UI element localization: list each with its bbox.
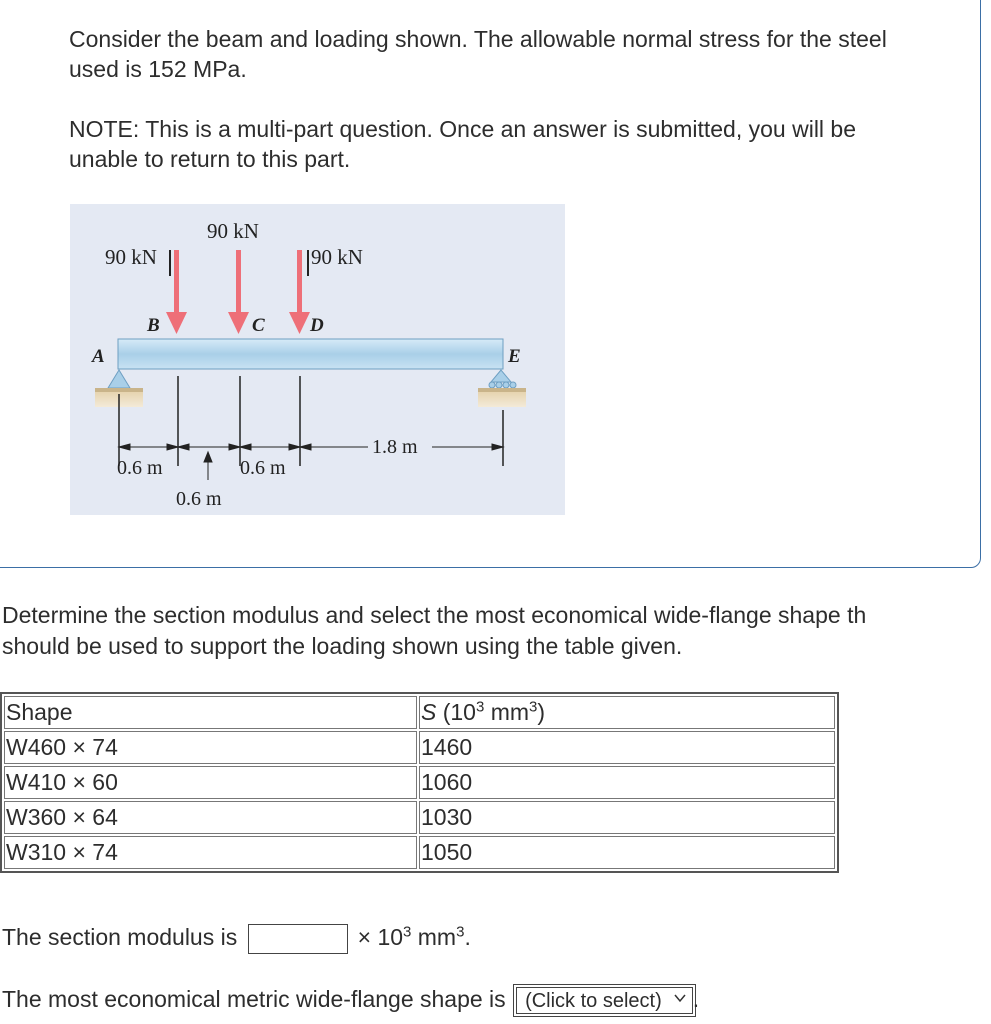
- cell-s: 1460: [419, 731, 835, 764]
- beam: [118, 339, 503, 369]
- dim-cd: 0.6 m: [240, 457, 286, 479]
- table-row: [4, 731, 835, 764]
- cell-shape: W360 × 64: [4, 801, 417, 834]
- table-header-row: [4, 696, 835, 729]
- load-label-d: 90 kN: [311, 245, 363, 269]
- table-row: [4, 836, 835, 869]
- cell-shape: W460 × 74: [4, 731, 417, 764]
- header-s-symbol: S: [421, 699, 437, 725]
- section-modulus-input[interactable]: [248, 924, 348, 954]
- cell-shape: W310 × 74: [4, 836, 417, 869]
- shape-table: [0, 692, 839, 873]
- beam-figure: [70, 204, 565, 515]
- section-modulus-answer: The section modulus is × $10^3$ $mm^3$.: [2, 918, 471, 956]
- load-arrow-d: [289, 250, 310, 334]
- question-line-2: should be used to support the loading shown using the table given.: [2, 633, 683, 659]
- header-section-modulus: S ($10^3$ $mm^3$): [419, 696, 835, 729]
- table-row: [4, 801, 835, 834]
- dim-ab: 0.6 m: [117, 457, 163, 479]
- point-d: D: [310, 315, 324, 336]
- beam-diagram: [70, 204, 565, 515]
- extension-lines: [119, 376, 503, 466]
- unit-times: × 10: [357, 924, 404, 950]
- shape-selection-prompt: The most economical metric wide-flange shape is: [2, 986, 506, 1012]
- dim-de: 1.8 m: [372, 436, 418, 458]
- shape-selection-answer: The most economical metric wide-flange shape is (Click to select) .: [2, 981, 699, 1017]
- shape-select-label: (Click to select): [525, 989, 662, 1012]
- load-arrow-c: [228, 250, 249, 334]
- point-e: E: [508, 346, 521, 367]
- dimension-line: [119, 444, 503, 480]
- point-a: A: [92, 346, 105, 367]
- point-c: C: [252, 315, 265, 336]
- chevron-down-icon: [674, 992, 686, 1004]
- load-label-b: 90 kN: [105, 245, 157, 269]
- section-modulus-prompt: The section modulus is: [2, 924, 238, 950]
- cell-s: 1050: [419, 836, 835, 869]
- question-text: [2, 600, 991, 662]
- problem-intro: Consider the beam and loading shown. The allowable normal stress for the steel used is 152 MPa.: [69, 26, 887, 82]
- header-shape: Shape: [4, 696, 417, 729]
- dim-bc: 0.6 m: [176, 488, 222, 510]
- roller-support-e: [478, 370, 526, 407]
- question-line-1: Determine the section modulus and select the most economical wide-flange shape th: [2, 602, 867, 628]
- cell-s: 1060: [419, 766, 835, 799]
- point-b: B: [147, 315, 160, 336]
- shape-select-dropdown[interactable]: [516, 987, 693, 1014]
- cell-s: 1030: [419, 801, 835, 834]
- table-row: [4, 766, 835, 799]
- problem-note: NOTE: This is a multi-part question. Once an answer is submitted, you will be unable to return to this part.: [69, 116, 857, 172]
- load-label-c: 90 kN: [207, 219, 259, 243]
- cell-shape: W410 × 60: [4, 766, 417, 799]
